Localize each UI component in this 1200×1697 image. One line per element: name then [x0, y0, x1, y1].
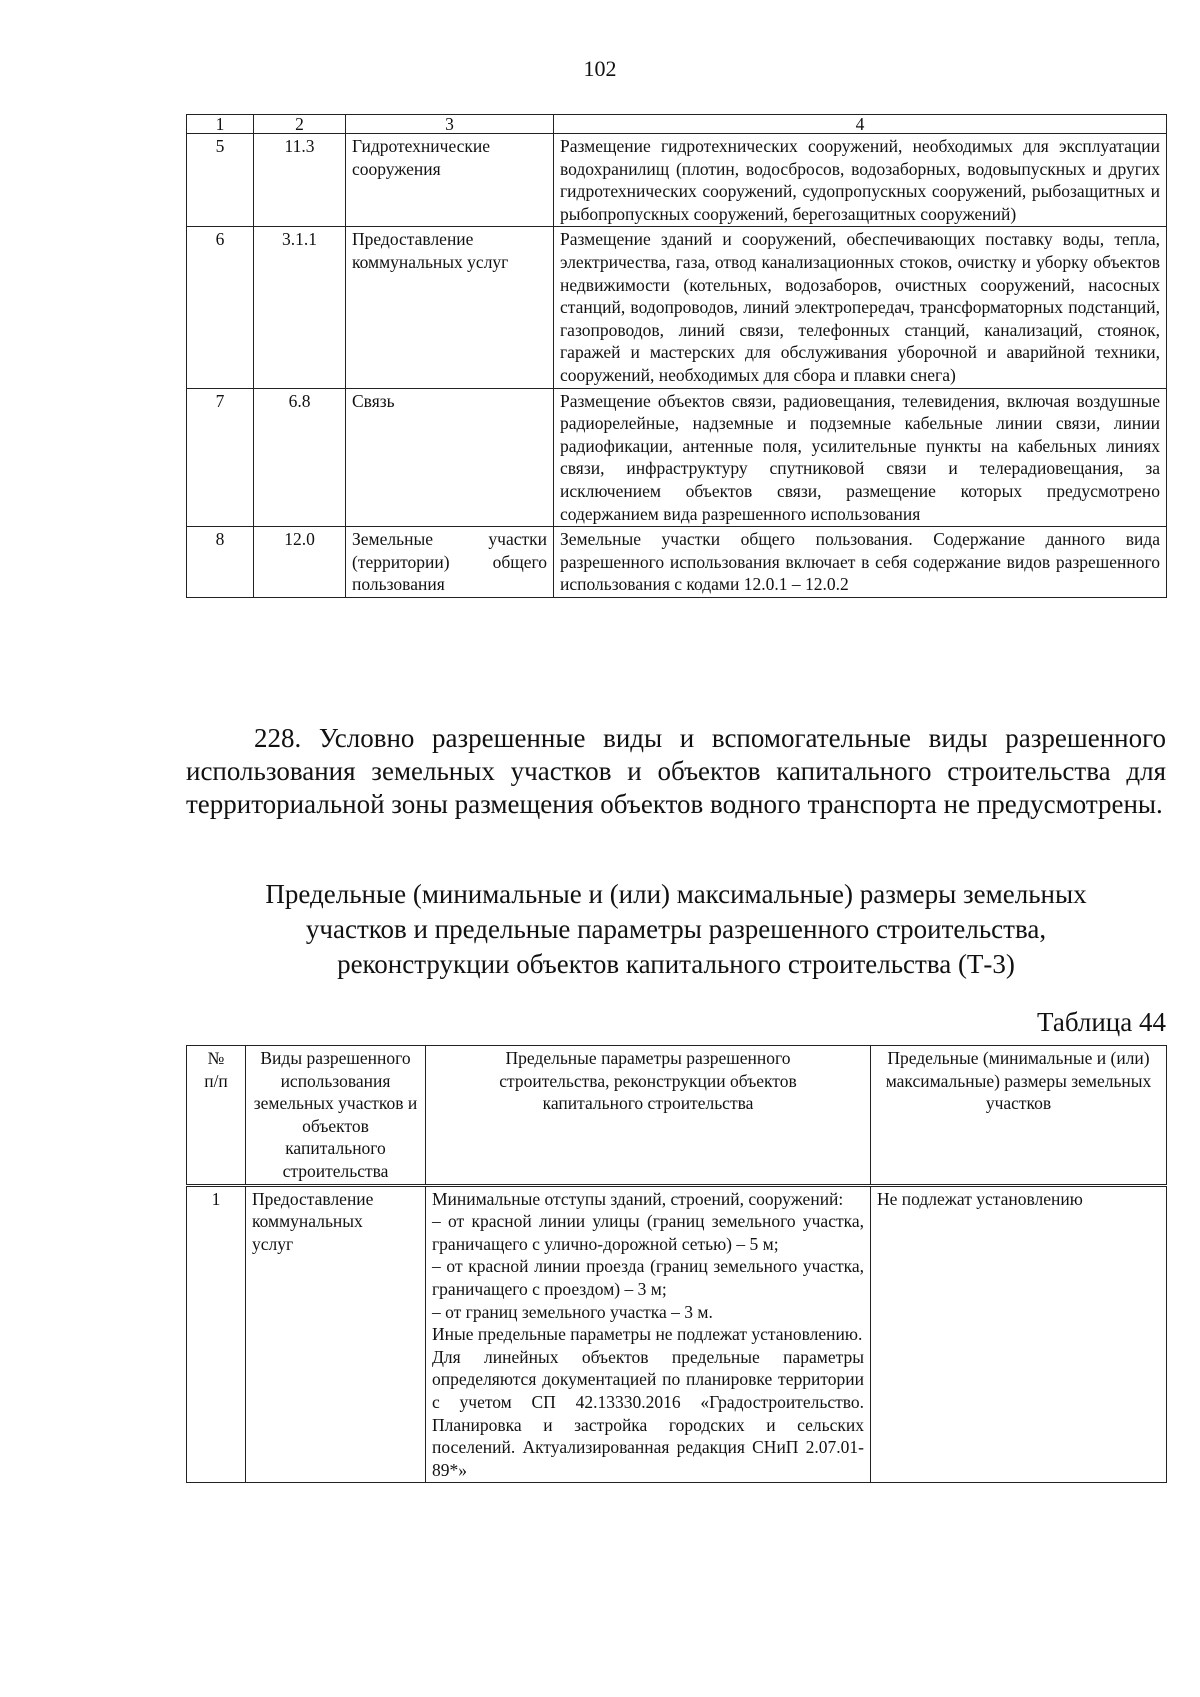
land-use-table-continued [186, 114, 1167, 598]
paragraph-228: 228. Условно разрешенные виды и вспомогательные виды разрешенного использования земельных участков и объектов капитального строительства для территориальной зоны размещения объектов водного транспорта не предусмотрены. [186, 723, 1166, 819]
use-description: Размещение гидротехнических сооружений, необходимых для эксплуатации водохранилищ (плотин, водосбросов, водозаборных, водовыпускных и других гидротехнических сооружений, судопропускных сооружений, рыбозащитных и рыбопропускных сооружений, берегозащитных сооружений) [554, 134, 1167, 227]
page-number: 102 [583, 56, 617, 81]
header-plot-sizes: Предельные (минимальные и (или) максимальные) размеры земельных участков [871, 1046, 1167, 1186]
parameter-item: Иные предельные параметры не подлежат установлению. [432, 1324, 863, 1345]
column-number-2: 2 [254, 115, 346, 134]
column-number-1: 1 [187, 115, 254, 134]
use-name: Предоставление коммунальных услуг [346, 227, 554, 388]
table-row [187, 388, 1167, 527]
parameter-item: – от красной линии проезда (границ земельного участка, граничащего с проездом) – 3 м; [432, 1256, 864, 1299]
heading-line: участков и предельные параметры разрешенного строительства, [305, 914, 1047, 944]
use-code: 11.3 [254, 134, 346, 227]
heading-line: Предельные (минимальные и (или) максимальные) размеры земельных [265, 879, 1087, 909]
parameter-item: Для линейных объектов предельные параметры определяются документацией по планировке территории с учетом СП 42.13330.2016 «Градостроительство. Планировка и застройка городских и сельских поселений. Актуализированная редакция СНиП 2.07.01-89*» [432, 1346, 864, 1480]
use-name: Земельные участки (территории) общего пользования [346, 527, 554, 598]
row-number: 8 [187, 527, 254, 598]
header-number: № п/п [187, 1046, 246, 1186]
use-type: Предоставление коммунальных услуг [246, 1185, 426, 1483]
table-row [187, 134, 1167, 227]
row-number: 5 [187, 134, 254, 227]
plot-sizes: Не подлежат установлению [871, 1185, 1167, 1483]
row-number: 7 [187, 388, 254, 527]
use-code: 3.1.1 [254, 227, 346, 388]
parameter-item: – от красной линии улицы (границ земельного участка, граничащего с улично-дорожной сетью) – 5 м; [432, 1211, 864, 1254]
use-code: 12.0 [254, 527, 346, 598]
row-number: 6 [187, 227, 254, 388]
parameter-item: Минимальные отступы зданий, строений, сооружений: [432, 1188, 844, 1209]
table-row [187, 1185, 1167, 1483]
table-row [187, 227, 1167, 388]
row-number: 1 [187, 1185, 246, 1483]
parameter-item: – от границ земельного участка – 3 м. [432, 1301, 713, 1322]
use-name: Гидротехнические сооружения [346, 134, 554, 227]
table-header-row [187, 1046, 1167, 1186]
parameters-table [186, 1045, 1167, 1483]
header-parameters: Предельные параметры разрешенного строительства, реконструкции объектов капитального строительства [426, 1046, 871, 1186]
column-number-3: 3 [346, 115, 554, 134]
table-row [187, 527, 1167, 598]
use-code: 6.8 [254, 388, 346, 527]
table-header-row [187, 115, 1167, 134]
use-description: Размещение объектов связи, радиовещания, телевидения, включая воздушные радиорелейные, надземные и подземные кабельные линии связи, линии радиофикации, антенные поля, усилительные пункты на кабельных линиях связи, инфраструктуру спутниковой связи и телерадиовещания, за исключением объектов связи, размещение которых предусмотрено содержанием вида разрешенного использования [554, 388, 1167, 527]
use-description: Земельные участки общего пользования. Содержание данного вида разрешенного использования включает в себя содержание видов разрешенного использования с кодами 12.0.1 – 12.0.2 [554, 527, 1167, 598]
table-label: Таблица 44 [1037, 1007, 1166, 1037]
section-heading [186, 877, 1166, 982]
use-description: Размещение зданий и сооружений, обеспечивающих поставку воды, тепла, электричества, газа, отвод канализационных стоков, очистку и уборку объектов недвижимости (котельных, водозаборов, очистных сооружений, насосных станций, водопроводов, линий электропередач, трансформаторных подстанций, газопроводов, линий связи, телефонных станций, канализаций, стоянок, гаражей и мастерских для обслуживания уборочной и аварийной техники, сооружений, необходимых для сбора и плавки снега) [554, 227, 1167, 388]
use-name: Связь [346, 388, 554, 527]
parameters-list [426, 1185, 871, 1483]
heading-line: реконструкции объектов капитального строительства (Т-3) [337, 949, 1015, 979]
header-use-types: Виды разрешенного использования земельных участков и объектов капитального строительства [246, 1046, 426, 1186]
column-number-4: 4 [554, 115, 1167, 134]
